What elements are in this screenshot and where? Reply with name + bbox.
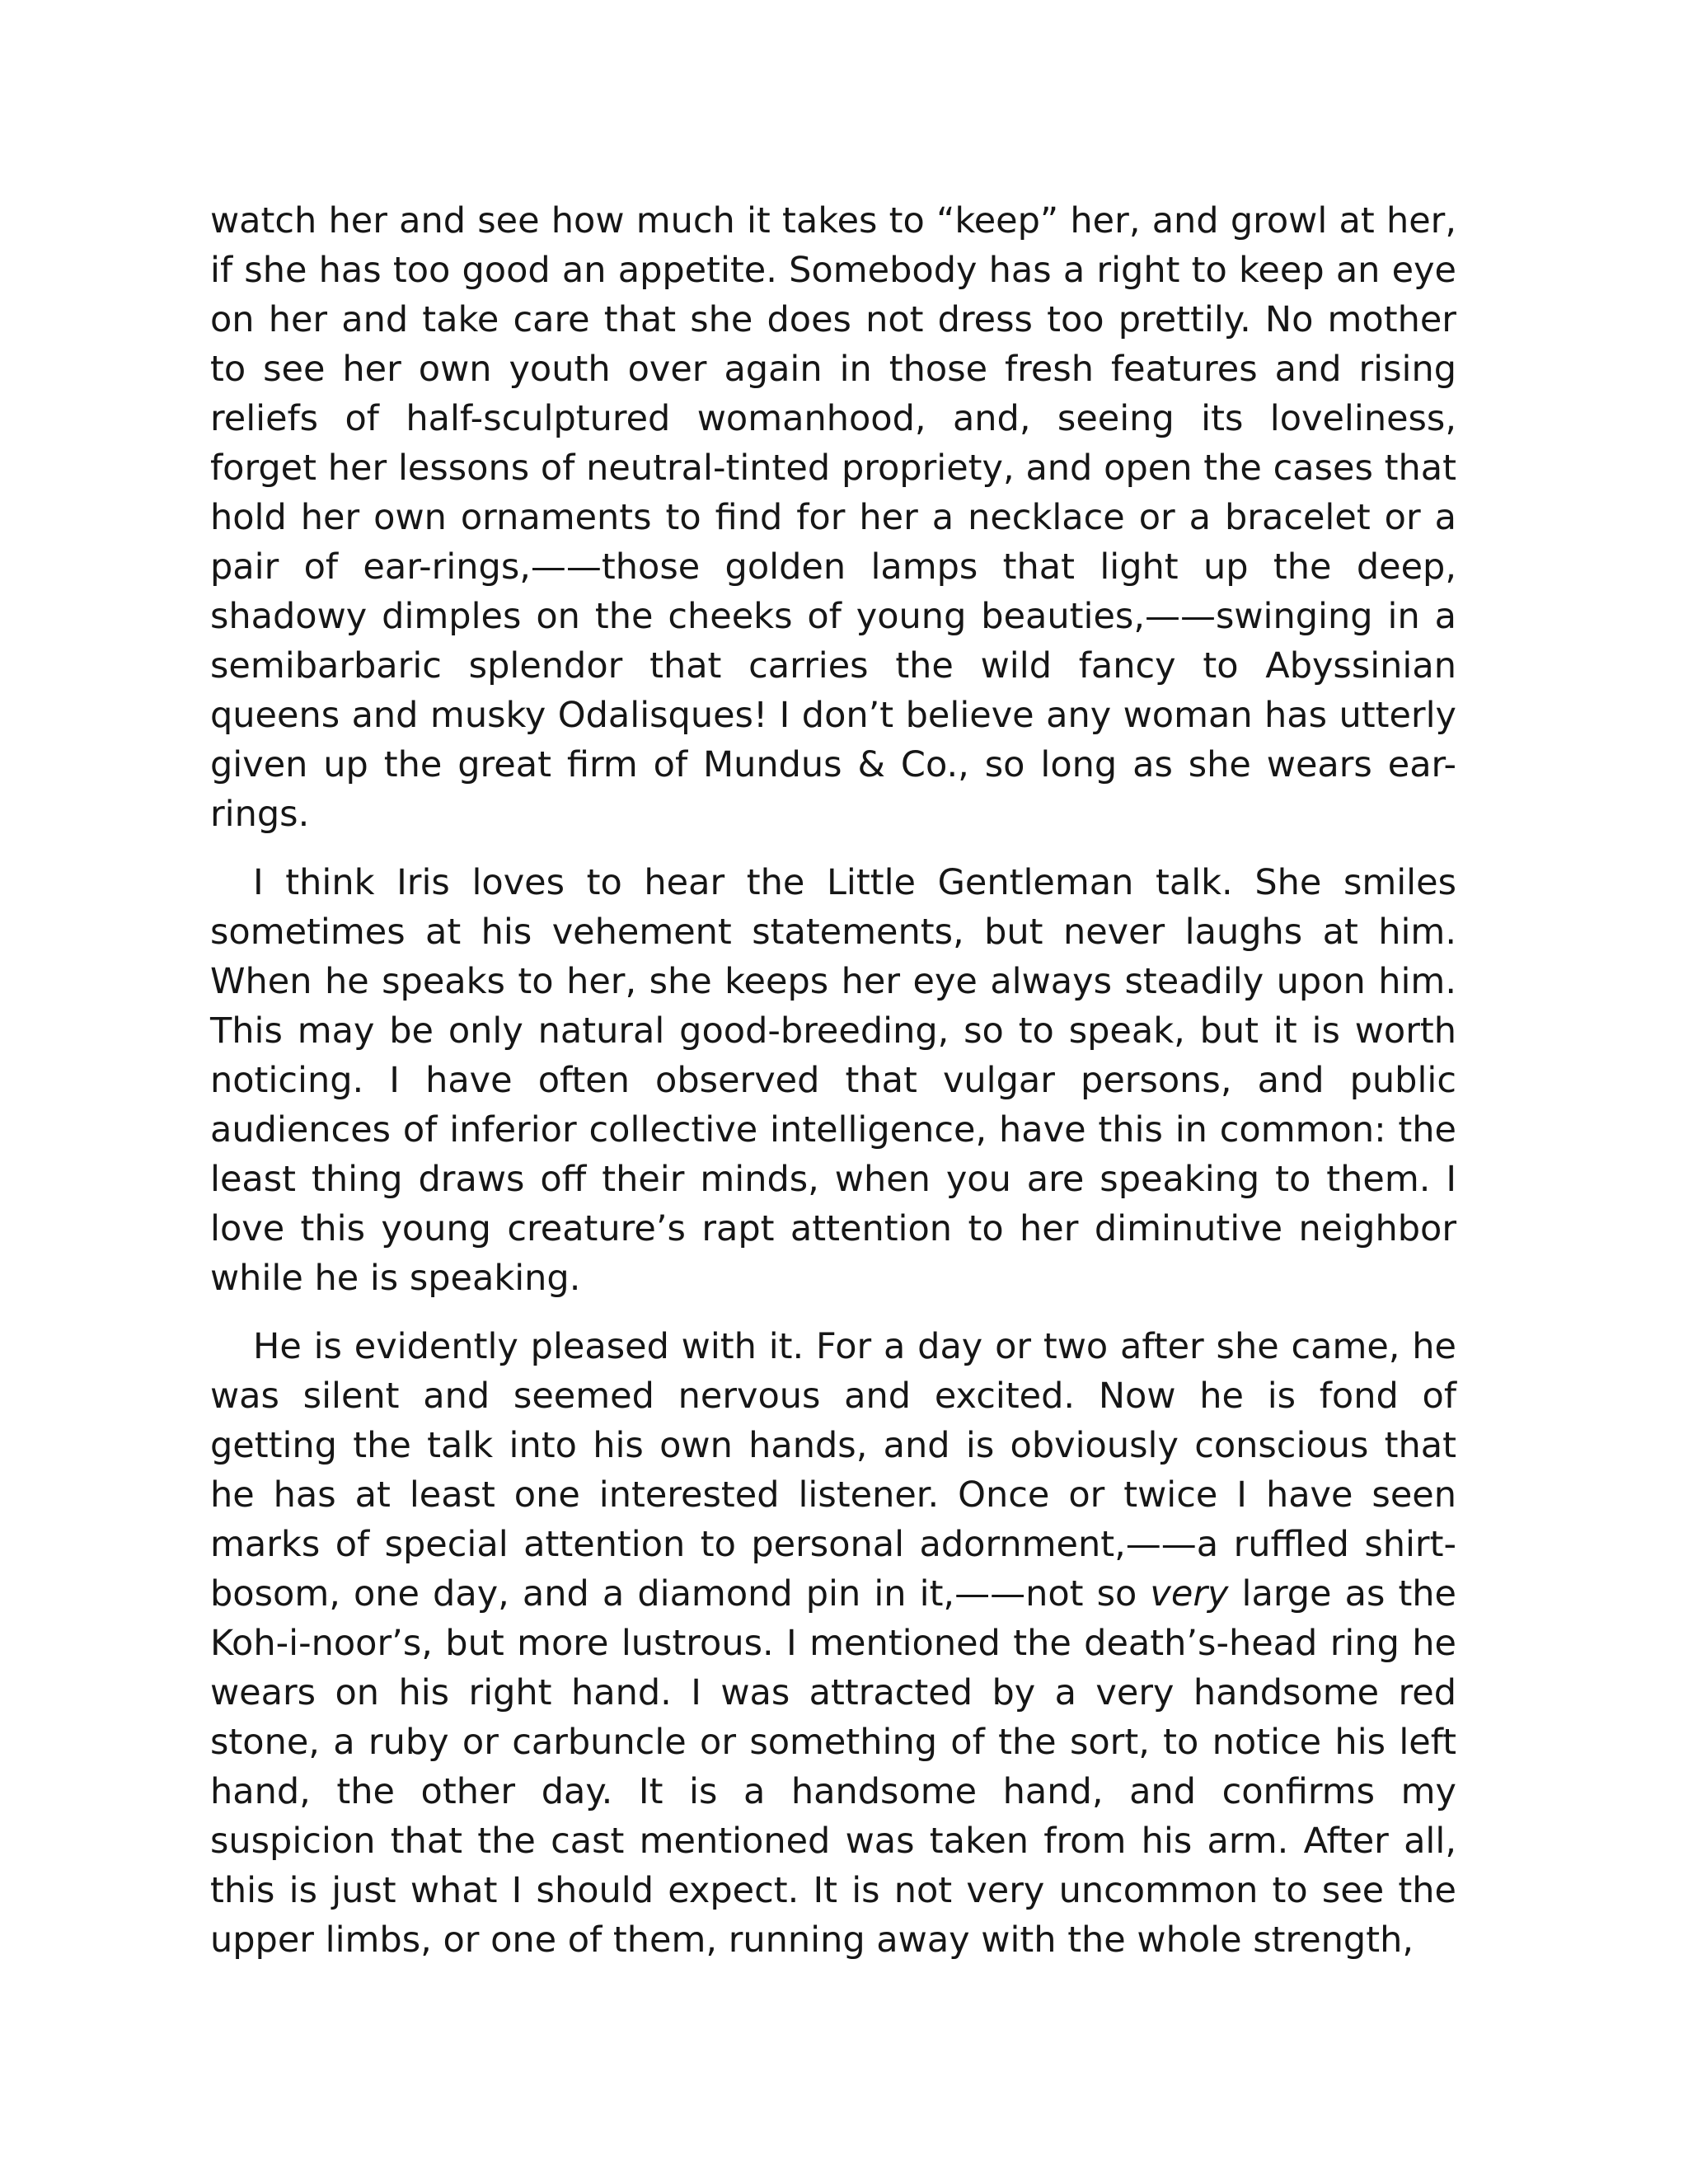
paragraph-3-text-start: He is evidently pleased with it. For a day or two after she came, he was silent and seemed nervous and excited. Now he is fond of getting the talk into his own hands, and is obviously conscious that he has at least one interested listener. Once or twice I have seen marks of special attention to personal adornment,——a ruffled shirt-bosom, one day, and a diamond pin in it,——not so	[210, 1326, 1456, 1615]
paragraph-3-text-end: large as the Koh-i-noor’s, but more lustrous. I mentioned the death’s-head ring he wears on his right hand. I was attracted by a very handsome red stone, a ruby or carbuncle or something of the sort, to notice his left hand, the other day. It is a handsome hand, and confirms my suspicion that the cast mentioned was taken from his arm. After all, this is just what I should expect. It is not very uncommon to see the upper limbs, or one of them, running away with the whole strength,	[210, 1573, 1457, 1961]
paragraph-1: watch her and see how much it takes to “keep” her, and growl at her, if she has too good an appetite. Somebody has a right to keep an eye on her and take care that she does not dress too prettily. No mother to see her own youth over again in those fresh features and rising reliefs of half-sculptured womanhood, and, seeing its loveliness, forget her lessons of neutral-tinted propriety, and open the cases that hold her own ornaments to find for her a necklace or a bracelet or a pair of ear-rings,——those golden lamps that light up the deep, shadowy dimples on the cheeks of young beauties,——swinging in a semibarbaric splendor that carries the wild fancy to Abyssinian queens and musky Odalisques! I don’t believe any woman has utterly given up the great firm of Mundus & Co., so long as she wears ear-rings.	[210, 200, 1456, 835]
paragraph-3-italic-word: very	[1150, 1573, 1229, 1615]
paragraph-3	[210, 1322, 1456, 1965]
paragraph-2: I think Iris loves to hear the Little Gentleman talk. She smiles sometimes at his vehement statements, but never laughs at him. When he speaks to her, she keeps her eye always steadily upon him. This may be only natural good-breeding, so to speak, but it is worth noticing. I have often observed that vulgar persons, and public audiences of inferior collective intelligence, have this in common: the least thing draws off their minds, when you are speaking to them. I love this young creature’s rapt attention to her diminutive neighbor while he is speaking.	[210, 862, 1456, 1299]
book-page	[210, 196, 1456, 1965]
